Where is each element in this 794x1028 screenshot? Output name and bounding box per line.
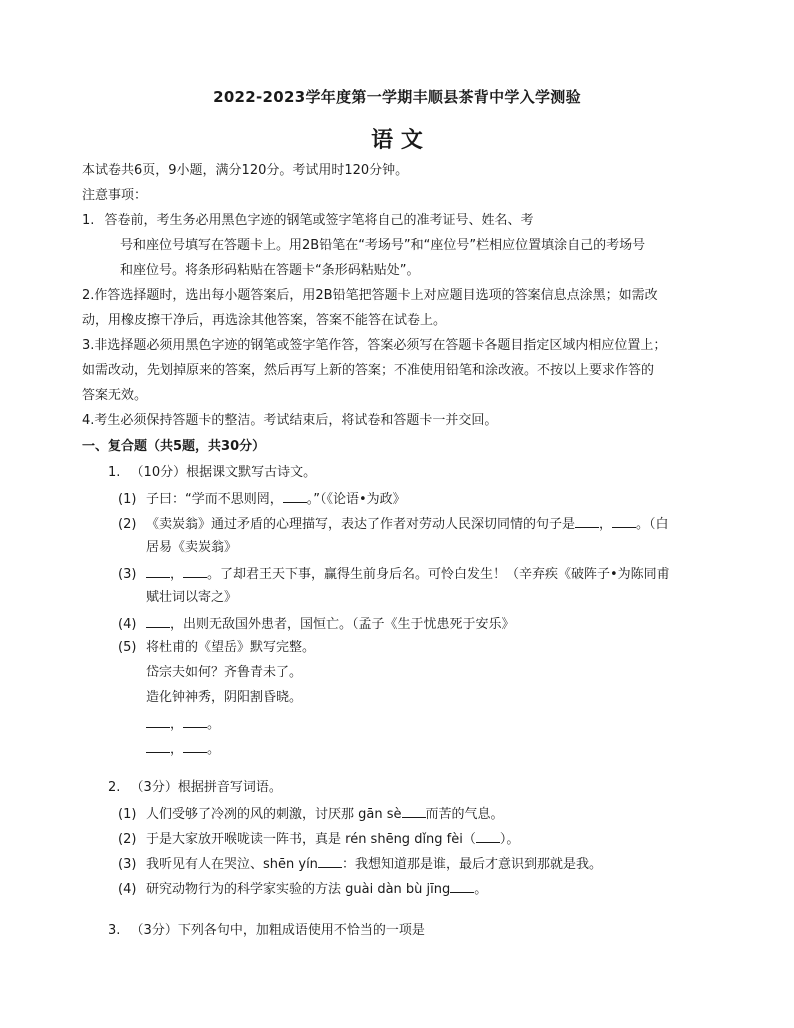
item-text: 。”（《论语•为政》 <box>306 492 406 507</box>
item-number: (1) <box>118 807 137 822</box>
answer-blank[interactable] <box>575 514 599 528</box>
answer-blank[interactable] <box>183 739 207 753</box>
q2-item-1 <box>118 804 504 824</box>
item-text: 将杜甫的《望岳》默写完整。 <box>146 640 316 655</box>
question-number: 2. <box>108 780 121 795</box>
answer-blank[interactable] <box>450 879 474 893</box>
item-number: (2) <box>118 832 137 847</box>
answer-blank[interactable] <box>146 614 170 628</box>
item-text: 子曰：“学而不思则罔， <box>146 492 283 507</box>
item-number: (4) <box>118 882 137 897</box>
note-3-line-3: 答案无效。 <box>82 388 148 403</box>
note-text: 作答选择题时，选出每小题答案后，用2B铅笔把答题卡上对应题目选项的答案信息点涂黑；如需改 <box>94 288 658 303</box>
item-text: 。了却君王天下事，赢得生前身后名。可怜白发生！（辛弃疾《破阵子•为陈同甫 <box>207 567 670 582</box>
question-stem: （3分）下列各句中，加粗成语使用不恰当的一项是 <box>130 923 425 938</box>
poem-line-2: 造化钟神秀，阴阳割昏晓。 <box>146 690 303 705</box>
section-heading: 一、复合题（共5题，共30分） <box>82 439 266 454</box>
punctuation: ， <box>170 717 184 732</box>
note-1-line-3: 和座位号。将条形码粘贴在答题卡“条形码粘贴处”。 <box>120 263 420 278</box>
q2-item-3 <box>118 854 602 874</box>
answer-blank[interactable] <box>146 714 170 728</box>
note-1 <box>82 212 534 230</box>
answer-blank[interactable] <box>612 514 636 528</box>
punctuation: 。 <box>207 717 221 732</box>
item-text: 《卖炭翁》通过矛盾的心理描写，表达了作者对劳动人民深切同情的句子是 <box>146 517 576 532</box>
exam-summary: 本试卷共6页，9小题，满分120分。考试用时120分钟。 <box>82 163 409 178</box>
q1-item-5 <box>118 639 315 657</box>
note-2-line-2: 动，用橡皮擦干净后，再选涂其他答案，答案不能答在试卷上。 <box>82 313 447 328</box>
answer-blank[interactable] <box>183 714 207 728</box>
poem-line-1: 岱宗夫如何？齐鲁青未了。 <box>146 665 303 680</box>
question-number: 1. <box>108 465 121 480</box>
q1-item-4 <box>118 614 515 634</box>
q2-item-4 <box>118 879 487 899</box>
notes-heading: 注意事项： <box>82 188 148 203</box>
item-text: 而苦的气息。 <box>425 807 504 822</box>
note-3 <box>82 337 666 355</box>
answer-blank[interactable] <box>146 564 170 578</box>
item-number: (1) <box>118 492 137 507</box>
item-text: ，出则无敌国外患者，国恒亡。（孟子《生于忧患死于安乐》 <box>170 617 515 632</box>
answer-blank[interactable] <box>318 854 342 868</box>
item-text: ， <box>170 567 184 582</box>
item-text: ）。 <box>499 832 520 847</box>
note-number: 1. <box>82 213 95 228</box>
item-text: ：我想知道那是谁，最后才意识到那就是我。 <box>341 857 602 872</box>
q1-item-3-cont: 赋壮词以寄之》 <box>146 590 238 605</box>
item-number: (3) <box>118 567 137 582</box>
q2-item-2 <box>118 829 519 849</box>
answer-blank[interactable] <box>146 739 170 753</box>
question-stem: （3分）根据拼音写词语。 <box>130 780 282 795</box>
item-text: 我听见有人在哭泣、shēn yín <box>146 857 318 872</box>
question-number: 3. <box>108 923 121 938</box>
item-text: ， <box>599 517 613 532</box>
answer-blank[interactable] <box>402 804 426 818</box>
note-number: 2. <box>82 288 95 303</box>
answer-blank[interactable] <box>476 829 500 843</box>
note-text: 非选择题必须用黑色字迹的钢笔或签字笔作答，答案必须写在答题卡各题目指定区域内相应位置上； <box>94 338 667 353</box>
item-number: (3) <box>118 857 137 872</box>
note-3-line-2: 如需改动，先划掉原来的答案，然后再写上新的答案；不准使用铅笔和涂改液。不按以上要求作答的 <box>82 363 655 378</box>
note-text: 答卷前，考生务必用黑色字迹的钢笔或签字笔将自己的准考证号、姓名、考 <box>104 213 534 228</box>
note-2 <box>82 287 658 305</box>
subject-title: 语 文 <box>371 127 423 153</box>
item-number: (2) <box>118 517 137 532</box>
note-4 <box>82 412 497 430</box>
note-text: 考生必须保持答题卡的整洁。考试结束后，将试卷和答题卡一并交回。 <box>94 413 498 428</box>
question-stem: （10分）根据课文默写古诗文。 <box>130 465 317 480</box>
question-2 <box>108 779 282 797</box>
item-number: (5) <box>118 640 137 655</box>
poem-blank-line-2 <box>146 739 220 759</box>
punctuation: ， <box>170 742 184 757</box>
note-number: 3. <box>82 338 95 353</box>
note-1-line-2: 号和座位号填写在答题卡上。用2B铅笔在“考场号”和“座位号”栏相应位置填涂自己的考场号 <box>120 238 646 253</box>
item-number: (4) <box>118 617 137 632</box>
item-text: 研究动物行为的科学家实验的方法 guài dàn bù jīng <box>146 882 451 897</box>
q1-item-1 <box>118 489 406 509</box>
q1-item-2 <box>118 514 669 534</box>
punctuation: 。 <box>207 742 221 757</box>
q1-item-2-cont: 居易《卖炭翁》 <box>146 540 238 555</box>
item-text: 于是大家放开喉咙读一阵书，真是 rén shēng dǐng fèi（ <box>146 832 476 847</box>
poem-blank-line-1 <box>146 714 220 734</box>
question-1 <box>108 464 316 482</box>
answer-blank[interactable] <box>183 564 207 578</box>
item-text: 。（白 <box>636 517 669 532</box>
exam-title: 2022-2023学年度第一学期丰顺县茶背中学入学测验 <box>213 88 581 106</box>
item-text: 人们受够了冷冽的风的刺激，讨厌那 gān sè <box>146 807 402 822</box>
q1-item-3 <box>118 564 670 584</box>
item-text: 。 <box>474 882 488 897</box>
question-3 <box>108 922 425 940</box>
note-number: 4. <box>82 413 95 428</box>
answer-blank[interactable] <box>283 489 307 503</box>
